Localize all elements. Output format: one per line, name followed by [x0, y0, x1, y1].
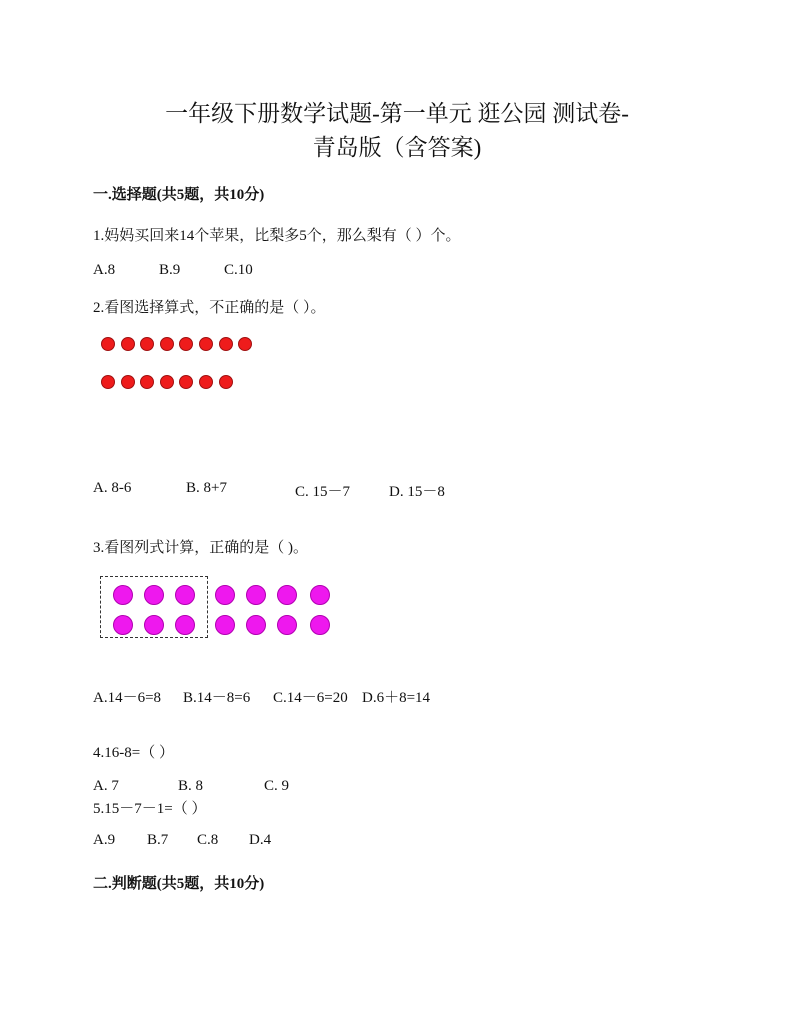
q2-option-d: D. 15－8	[389, 484, 445, 500]
q4-option-c: C. 9	[264, 778, 290, 794]
section-heading-choice: 一.选择题(共5题，共10分)	[93, 187, 265, 203]
red-dot	[199, 375, 213, 389]
question-4: 4.16-8=（ ）	[93, 745, 174, 761]
doc-title-line2: 青岛版（含答案)	[312, 135, 482, 160]
red-dot	[140, 337, 154, 351]
pink-dot	[215, 585, 235, 605]
q2-option-a: A. 8-6	[93, 480, 132, 496]
doc-title-line1: 一年级下册数学试题-第一单元 逛公园 测试卷-	[165, 101, 629, 126]
red-dot	[199, 337, 213, 351]
q1-option-c: C.10	[224, 262, 253, 278]
q1-option-a: A.8	[93, 262, 116, 278]
red-dot	[160, 337, 174, 351]
pink-dot	[113, 585, 133, 605]
q4-option-a: A. 7	[93, 778, 119, 794]
q5-option-a: A.9	[93, 832, 116, 848]
q3-option-c: C.14－6=20	[273, 690, 348, 706]
red-dot	[160, 375, 174, 389]
question-3: 3.看图列式计算，正确的是（ )。	[93, 540, 308, 556]
red-dot	[179, 375, 193, 389]
question-2: 2.看图选择算式，不正确的是（ ）。	[93, 300, 326, 316]
pink-dot	[144, 615, 164, 635]
q3-option-b: B.14－8=6	[183, 690, 251, 706]
pink-dot	[175, 585, 195, 605]
q3-option-d: D.6＋8=14	[362, 690, 431, 706]
red-dot	[219, 375, 233, 389]
pink-dot	[277, 585, 297, 605]
q2-option-c: C. 15－7	[295, 484, 351, 500]
q5-option-b: B.7	[147, 832, 169, 848]
red-dot	[140, 375, 154, 389]
red-dot	[179, 337, 193, 351]
pink-dot	[144, 585, 164, 605]
q5-option-c: C.8	[197, 832, 219, 848]
question-1: 1.妈妈买回来14个苹果，比梨多5个，那么梨有（ ）个。	[93, 228, 461, 244]
pink-dot	[113, 615, 133, 635]
pink-dot	[215, 615, 235, 635]
pink-dot	[310, 615, 330, 635]
q2-option-b: B. 8+7	[186, 480, 227, 496]
red-dot	[238, 337, 252, 351]
pink-dot	[246, 615, 266, 635]
question-5: 5.15－7－1=（ ）	[93, 801, 207, 817]
pink-dot	[246, 585, 266, 605]
q4-option-b: B. 8	[178, 778, 204, 794]
pink-dot	[310, 585, 330, 605]
pink-dot	[277, 615, 297, 635]
red-dot	[101, 375, 115, 389]
red-dot	[219, 337, 233, 351]
section-heading-judgement: 二.判断题(共5题，共10分)	[93, 876, 265, 892]
q3-option-a: A.14－6=8	[93, 690, 162, 706]
pink-dot	[175, 615, 195, 635]
q5-option-d: D.4	[249, 832, 272, 848]
red-dot	[121, 375, 135, 389]
red-dot	[121, 337, 135, 351]
red-dot	[101, 337, 115, 351]
q1-option-b: B.9	[159, 262, 181, 278]
